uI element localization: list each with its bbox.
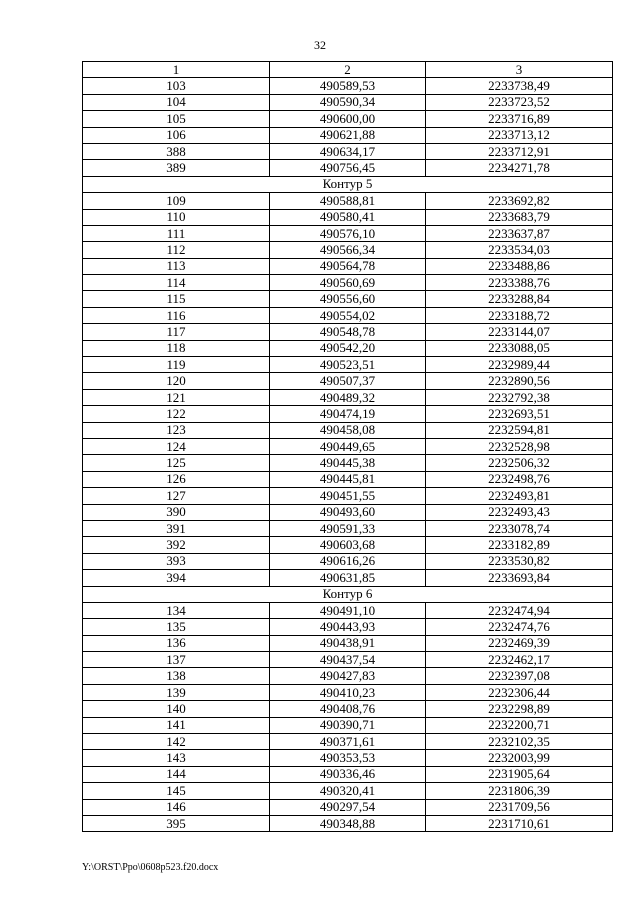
x-coordinate-cell: 490445,38 — [270, 455, 426, 471]
y-coordinate-cell: 2232469,39 — [426, 635, 613, 651]
x-coordinate-cell: 490616,26 — [270, 553, 426, 569]
x-coordinate-cell: 490390,71 — [270, 717, 426, 733]
y-coordinate-cell: 2231709,56 — [426, 799, 613, 815]
point-number-cell: 114 — [83, 275, 270, 291]
y-coordinate-cell: 2233712,91 — [426, 143, 613, 159]
x-coordinate-cell: 490348,88 — [270, 815, 426, 831]
y-coordinate-cell: 2232594,81 — [426, 422, 613, 438]
section-title: Контур 5 — [83, 176, 613, 192]
y-coordinate-cell: 2233530,82 — [426, 553, 613, 569]
table-row — [83, 307, 613, 323]
column-header-1: 1 — [83, 62, 270, 78]
point-number-cell: 115 — [83, 291, 270, 307]
y-coordinate-cell: 2233182,89 — [426, 537, 613, 553]
point-number-cell: 127 — [83, 488, 270, 504]
point-number-cell: 143 — [83, 750, 270, 766]
x-coordinate-cell: 490507,37 — [270, 373, 426, 389]
table-row — [83, 734, 613, 750]
point-number-cell: 394 — [83, 570, 270, 586]
y-coordinate-cell: 2234271,78 — [426, 160, 613, 176]
x-coordinate-cell: 490621,88 — [270, 127, 426, 143]
point-number-cell: 140 — [83, 701, 270, 717]
table-row — [83, 242, 613, 258]
x-coordinate-cell: 490491,10 — [270, 602, 426, 618]
x-coordinate-cell: 490408,76 — [270, 701, 426, 717]
y-coordinate-cell: 2232298,89 — [426, 701, 613, 717]
y-coordinate-cell: 2232498,76 — [426, 471, 613, 487]
x-coordinate-cell: 490427,83 — [270, 668, 426, 684]
y-coordinate-cell: 2233534,03 — [426, 242, 613, 258]
table-row — [83, 209, 613, 225]
table-row — [83, 602, 613, 618]
y-coordinate-cell: 2232306,44 — [426, 684, 613, 700]
x-coordinate-cell: 490591,33 — [270, 520, 426, 536]
coordinates-table — [82, 61, 613, 832]
point-number-cell: 395 — [83, 815, 270, 831]
point-number-cell: 121 — [83, 389, 270, 405]
x-coordinate-cell: 490588,81 — [270, 193, 426, 209]
point-number-cell: 118 — [83, 340, 270, 356]
table-row — [83, 193, 613, 209]
x-coordinate-cell: 490443,93 — [270, 619, 426, 635]
table-row — [83, 340, 613, 356]
y-coordinate-cell: 2232493,81 — [426, 488, 613, 504]
y-coordinate-cell: 2232506,32 — [426, 455, 613, 471]
table-row — [83, 520, 613, 536]
point-number-cell: 141 — [83, 717, 270, 733]
y-coordinate-cell: 2233713,12 — [426, 127, 613, 143]
point-number-cell: 389 — [83, 160, 270, 176]
x-coordinate-cell: 490437,54 — [270, 652, 426, 668]
x-coordinate-cell: 490451,55 — [270, 488, 426, 504]
table-row — [83, 78, 613, 94]
table-header-row — [83, 62, 613, 78]
point-number-cell: 119 — [83, 357, 270, 373]
x-coordinate-cell: 490631,85 — [270, 570, 426, 586]
table-row — [83, 717, 613, 733]
coordinates-table-body — [83, 62, 613, 832]
y-coordinate-cell: 2233088,05 — [426, 340, 613, 356]
table-row — [83, 537, 613, 553]
table-row — [83, 553, 613, 569]
point-number-cell: 113 — [83, 258, 270, 274]
point-number-cell: 392 — [83, 537, 270, 553]
table-row — [83, 635, 613, 651]
x-coordinate-cell: 490371,61 — [270, 734, 426, 750]
table-row — [83, 225, 613, 241]
point-number-cell: 126 — [83, 471, 270, 487]
x-coordinate-cell: 490566,34 — [270, 242, 426, 258]
table-row — [83, 406, 613, 422]
y-coordinate-cell: 2233388,76 — [426, 275, 613, 291]
y-coordinate-cell: 2232493,43 — [426, 504, 613, 520]
point-number-cell: 116 — [83, 307, 270, 323]
x-coordinate-cell: 490548,78 — [270, 324, 426, 340]
table-row — [83, 504, 613, 520]
table-row — [83, 799, 613, 815]
point-number-cell: 103 — [83, 78, 270, 94]
point-number-cell: 124 — [83, 438, 270, 454]
x-coordinate-cell: 490474,19 — [270, 406, 426, 422]
y-coordinate-cell: 2233723,52 — [426, 94, 613, 110]
y-coordinate-cell: 2233693,84 — [426, 570, 613, 586]
point-number-cell: 388 — [83, 143, 270, 159]
column-header-2: 2 — [270, 62, 426, 78]
y-coordinate-cell: 2232397,08 — [426, 668, 613, 684]
x-coordinate-cell: 490489,32 — [270, 389, 426, 405]
y-coordinate-cell: 2233692,82 — [426, 193, 613, 209]
point-number-cell: 135 — [83, 619, 270, 635]
y-coordinate-cell: 2233683,79 — [426, 209, 613, 225]
point-number-cell: 393 — [83, 553, 270, 569]
point-number-cell: 120 — [83, 373, 270, 389]
point-number-cell: 111 — [83, 225, 270, 241]
y-coordinate-cell: 2233288,84 — [426, 291, 613, 307]
point-number-cell: 110 — [83, 209, 270, 225]
y-coordinate-cell: 2232693,51 — [426, 406, 613, 422]
point-number-cell: 125 — [83, 455, 270, 471]
x-coordinate-cell: 490458,08 — [270, 422, 426, 438]
point-number-cell: 144 — [83, 766, 270, 782]
x-coordinate-cell: 490634,17 — [270, 143, 426, 159]
point-number-cell: 109 — [83, 193, 270, 209]
section-title: Контур 6 — [83, 586, 613, 602]
y-coordinate-cell: 2232792,38 — [426, 389, 613, 405]
point-number-cell: 122 — [83, 406, 270, 422]
point-number-cell: 104 — [83, 94, 270, 110]
x-coordinate-cell: 490603,68 — [270, 537, 426, 553]
y-coordinate-cell: 2233078,74 — [426, 520, 613, 536]
table-row — [83, 357, 613, 373]
point-number-cell: 146 — [83, 799, 270, 815]
y-coordinate-cell: 2232474,94 — [426, 602, 613, 618]
table-row — [83, 684, 613, 700]
x-coordinate-cell: 490449,65 — [270, 438, 426, 454]
file-path-footer: Y:\ORST\Ppo\0608p523.f20.docx — [82, 862, 219, 873]
table-row — [83, 143, 613, 159]
table-row — [83, 766, 613, 782]
y-coordinate-cell: 2232890,56 — [426, 373, 613, 389]
table-row — [83, 94, 613, 110]
point-number-cell: 117 — [83, 324, 270, 340]
table-row — [83, 258, 613, 274]
y-coordinate-cell: 2231905,64 — [426, 766, 613, 782]
table-row — [83, 127, 613, 143]
x-coordinate-cell: 490590,34 — [270, 94, 426, 110]
x-coordinate-cell: 490542,20 — [270, 340, 426, 356]
y-coordinate-cell: 2232462,17 — [426, 652, 613, 668]
table-row — [83, 438, 613, 454]
y-coordinate-cell: 2232003,99 — [426, 750, 613, 766]
table-row — [83, 389, 613, 405]
point-number-cell: 106 — [83, 127, 270, 143]
x-coordinate-cell: 490320,41 — [270, 783, 426, 799]
y-coordinate-cell: 2233488,86 — [426, 258, 613, 274]
x-coordinate-cell: 490445,81 — [270, 471, 426, 487]
y-coordinate-cell: 2232200,71 — [426, 717, 613, 733]
table-row — [83, 652, 613, 668]
table-row — [83, 455, 613, 471]
section-title-row — [83, 176, 613, 192]
point-number-cell: 145 — [83, 783, 270, 799]
point-number-cell: 390 — [83, 504, 270, 520]
x-coordinate-cell: 490556,60 — [270, 291, 426, 307]
point-number-cell: 136 — [83, 635, 270, 651]
table-row — [83, 111, 613, 127]
table-row — [83, 160, 613, 176]
x-coordinate-cell: 490523,51 — [270, 357, 426, 373]
table-row — [83, 701, 613, 717]
x-coordinate-cell: 490353,53 — [270, 750, 426, 766]
y-coordinate-cell: 2233144,07 — [426, 324, 613, 340]
x-coordinate-cell: 490336,46 — [270, 766, 426, 782]
y-coordinate-cell: 2233716,89 — [426, 111, 613, 127]
table-row — [83, 668, 613, 684]
point-number-cell: 112 — [83, 242, 270, 258]
table-row — [83, 373, 613, 389]
table-row — [83, 471, 613, 487]
table-row — [83, 324, 613, 340]
point-number-cell: 134 — [83, 602, 270, 618]
point-number-cell: 139 — [83, 684, 270, 700]
y-coordinate-cell: 2232989,44 — [426, 357, 613, 373]
table-row — [83, 619, 613, 635]
section-title-row — [83, 586, 613, 602]
x-coordinate-cell: 490410,23 — [270, 684, 426, 700]
y-coordinate-cell: 2233637,87 — [426, 225, 613, 241]
point-number-cell: 142 — [83, 734, 270, 750]
x-coordinate-cell: 490438,91 — [270, 635, 426, 651]
x-coordinate-cell: 490493,60 — [270, 504, 426, 520]
table-row — [83, 750, 613, 766]
point-number-cell: 138 — [83, 668, 270, 684]
point-number-cell: 105 — [83, 111, 270, 127]
y-coordinate-cell: 2233188,72 — [426, 307, 613, 323]
y-coordinate-cell: 2231806,39 — [426, 783, 613, 799]
x-coordinate-cell: 490600,00 — [270, 111, 426, 127]
x-coordinate-cell: 490589,53 — [270, 78, 426, 94]
x-coordinate-cell: 490756,45 — [270, 160, 426, 176]
x-coordinate-cell: 490297,54 — [270, 799, 426, 815]
y-coordinate-cell: 2232474,76 — [426, 619, 613, 635]
y-coordinate-cell: 2231710,61 — [426, 815, 613, 831]
x-coordinate-cell: 490554,02 — [270, 307, 426, 323]
table-row — [83, 570, 613, 586]
y-coordinate-cell: 2232528,98 — [426, 438, 613, 454]
page-number: 32 — [314, 38, 326, 52]
point-number-cell: 123 — [83, 422, 270, 438]
point-number-cell: 137 — [83, 652, 270, 668]
table-row — [83, 815, 613, 831]
table-row — [83, 488, 613, 504]
table-row — [83, 422, 613, 438]
table-row — [83, 783, 613, 799]
point-number-cell: 391 — [83, 520, 270, 536]
x-coordinate-cell: 490580,41 — [270, 209, 426, 225]
y-coordinate-cell: 2233738,49 — [426, 78, 613, 94]
x-coordinate-cell: 490564,78 — [270, 258, 426, 274]
column-header-3: 3 — [426, 62, 613, 78]
x-coordinate-cell: 490560,69 — [270, 275, 426, 291]
table-row — [83, 291, 613, 307]
x-coordinate-cell: 490576,10 — [270, 225, 426, 241]
y-coordinate-cell: 2232102,35 — [426, 734, 613, 750]
table-row — [83, 275, 613, 291]
